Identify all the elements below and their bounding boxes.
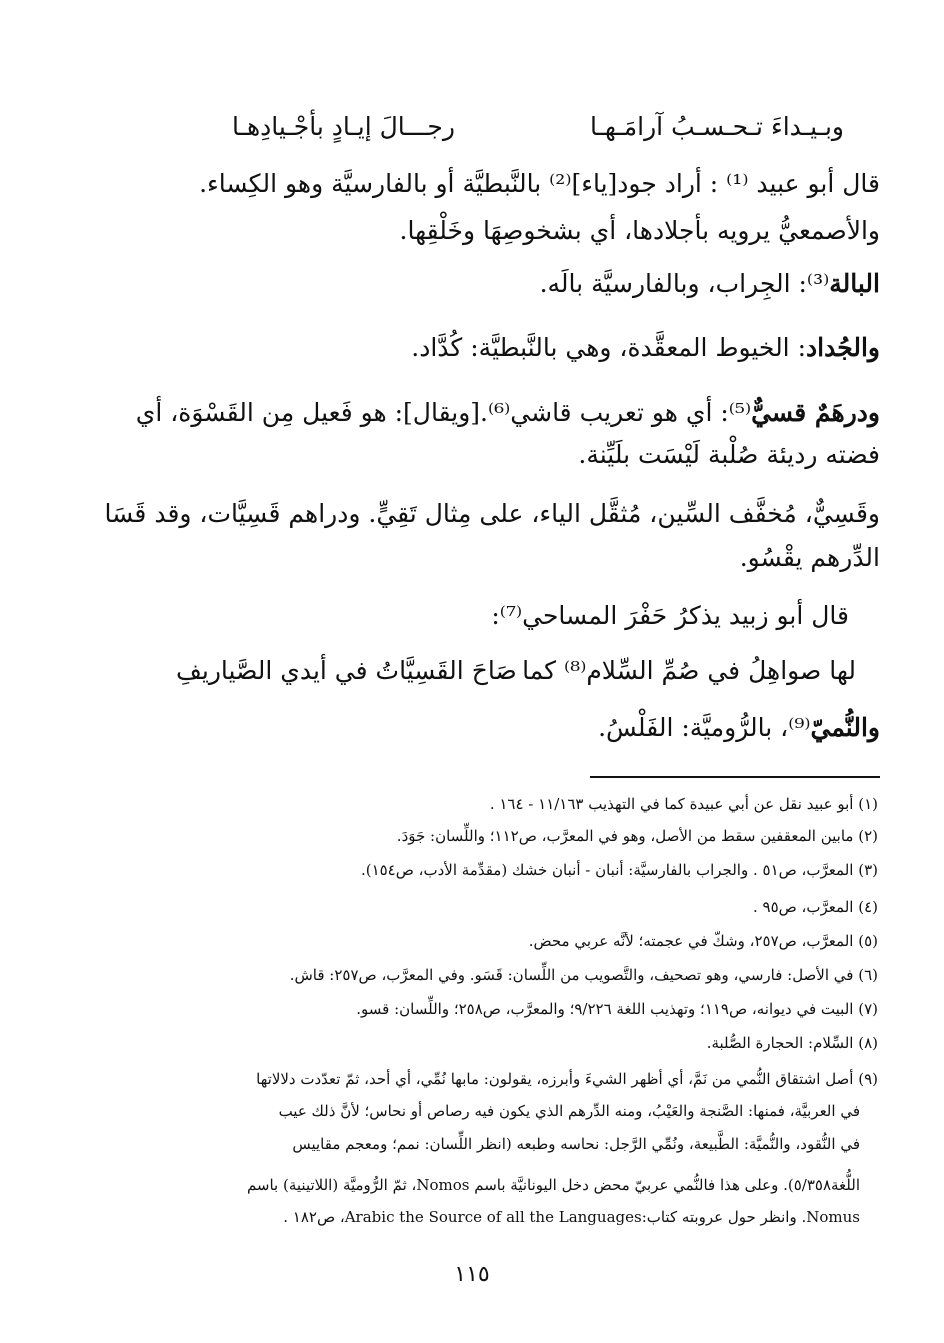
entry-definition: ⁽³⁾: الجِراب، وبالفارسيَّة بالَه.	[539, 269, 830, 298]
entry-definition: : الخيوط المعقَّدة، وهي بالنَّبطيَّة: كُدَّاد.	[411, 333, 807, 362]
entry-term: والنُّميّ	[810, 713, 880, 742]
entry-term: البالة	[829, 269, 880, 298]
footnote: (٢) مابين المعقفين سقط من الأصل، وهو في المعرَّب، ص١١٢؛ واللِّسان: جَوَدَ.	[396, 827, 878, 845]
entry-qasi	[60, 395, 880, 431]
footnote-9-line: Nomus. وانظر حول عروبته كتاب:Arabic the Source of all the Languages، ص١٨٢ .	[283, 1208, 860, 1226]
footnote: (٦) في الأصل: فارسي، وهو تصحيف، والتَّصويب من اللِّسان: قَسَو. وفي المعرَّب، ص٢٥٧: قاش.	[289, 966, 878, 984]
entry-term: والجُداد	[806, 333, 880, 362]
footnote: (١) أبو عبيد نقل عن أبي عبيدة كما في التهذيب ١١/١٦٣ - ١٦٤ .	[489, 795, 878, 813]
verse2-first-hemistich: لها صواهِلُ في صُمِّ السِّلام⁽⁸⁾ كما	[522, 656, 856, 685]
footnote-9-line: في النُّقود، والنُّميَّة: الطَّبيعة، ونُمِّي الرَّجل: نحاسه وطبعه (انظر اللِّسان: نمم؛ ومعجم مقاييس	[292, 1135, 860, 1153]
verse1-second-hemistich: رجـــالَ إيـادٍ بأجْـيادِهـا	[232, 112, 455, 141]
footnote: (٧) البيت في ديوانه، ص١١٩؛ وتهذيب اللغة ٩/٢٢٦؛ والمعرَّب، ص٢٥٨؛ واللِّسان: قسو.	[356, 1000, 878, 1018]
entry-nummi	[60, 710, 880, 746]
entry-jodad	[60, 330, 880, 366]
footnote-9-line: اللُّغة٥/٣٥٨). وعلى هذا فالنُّمي عربيّ محض دخل اليونانيَّة باسم Nomos، ثمّ الرُّوميَّة (اللاتينية) باسم	[246, 1176, 860, 1194]
paragraph-line: والأصمعيُّ يرويه بأجلادها، أي بشخوصِهَا وخَلْقِها.	[399, 216, 880, 245]
entry-term: ودرهَمٌ قسيٌّ	[751, 398, 880, 427]
paragraph-line: الدِّرهم يقْسُو.	[739, 543, 880, 572]
footnote-9-line: (٩) أصل اشتقاق النُّمي من نَمَّ، أي أظهر الشيءَ وأبرزه، يقولون: مابها نُمِّي، أي أحد، ثمّ تعدّدت دلالاتها	[256, 1070, 878, 1088]
footnote: (٣) المعرَّب، ص٥١ . والجراب بالفارسيَّة: أنبان - أنبان خشك (مقدِّمة الأدب، ص١٥٤).	[360, 861, 878, 879]
paragraph-line: قال أبو عبيد ⁽¹⁾ : أراد جود[ياء]⁽²⁾ بالنَّبطيَّة أو بالفارسيَّة وهو الكِساء.	[199, 169, 880, 198]
entry-definition: ⁽⁵⁾: أي هو تعريب قاشي⁽⁶⁾.[ويقال]: هو فَعيل مِن القَسْوَة، أي	[135, 398, 752, 427]
footnote-separator	[590, 776, 880, 778]
page-number: ١١٥	[454, 1262, 490, 1287]
paragraph-line: وقَسِيٌّ، مُخفَّف السِّين، مُثقَّل الياء، على مِثال تَقِيٍّ. ودراهم قَسِيَّات، وقد قَسَا	[104, 499, 880, 528]
paragraph-line: فضته رديئة صُلْبة لَيْسَت بلَيِّنة.	[578, 440, 880, 469]
verse1-first-hemistich: وبـيـداءَ تـحـسـبُ آرامَـهـا	[589, 112, 844, 141]
footnote-9-line: في العربيَّة، فمنها: الصَّنجة والعَيْبُ، ومنه الدِّرهم الذي يكون فيه رصاص أو نحاس؛ لأنَّ ذلك عيب	[278, 1102, 860, 1120]
entry-balah	[60, 266, 880, 302]
verse2-second-hemistich: صَاحَ القَسِيَّاتُ في أيدي الصَّياريفِ	[176, 656, 517, 685]
paragraph-line: قال أبو زبيد يذكرُ حَفْرَ المساحي⁽⁷⁾:	[491, 601, 849, 630]
footnote: (٥) المعرَّب، ص٢٥٧، وشكّ في عجمته؛ لأنَّه عربي محض.	[528, 932, 878, 950]
footnote: (٨) السِّلام: الحجارة الصُّلبة.	[706, 1034, 878, 1052]
footnote: (٤) المعرَّب، ص٩٥ .	[752, 898, 878, 916]
entry-definition: ⁽⁹⁾، بالرُّوميَّة: الفَلْسُ.	[598, 713, 811, 742]
